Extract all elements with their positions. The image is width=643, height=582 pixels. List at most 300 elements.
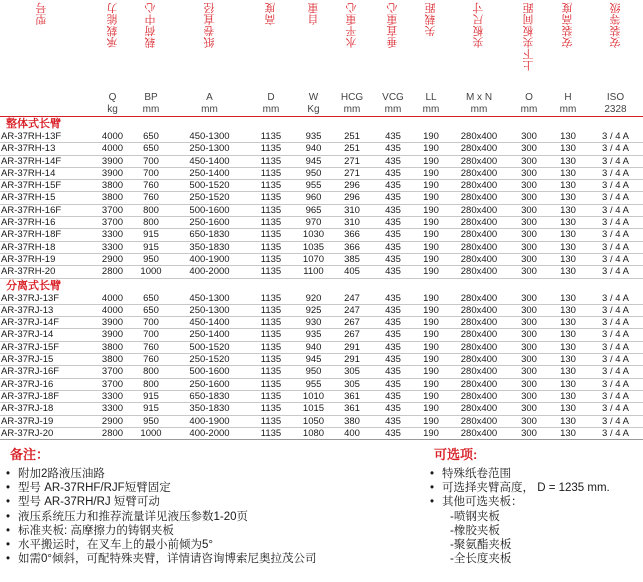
table-cell: 400-2000 [172,266,247,278]
table-cell: AR-37RH-18F [0,229,95,241]
table-cell: 3700 [95,204,130,216]
table-cell: 3 / 4 A [588,167,643,179]
column-symbol: BP [144,92,158,103]
table-cell: 450-1300 [172,131,247,143]
column-header-label: 载荷中心 [145,2,157,48]
column-header [95,0,130,86]
table-cell: 280x400 [448,390,510,402]
table-cell: 3900 [95,155,130,167]
table-cell: 435 [372,229,414,241]
table-row [0,229,643,241]
table-cell: 500-1600 [172,204,247,216]
table-cell: 190 [414,143,448,155]
options-list [428,467,640,566]
table-row [0,155,643,167]
note-item: • 水平搬运时，在叉车上的最小前倾为5° [4,538,424,552]
table-cell: 190 [414,341,448,353]
table-cell: 1135 [247,317,295,329]
column-symbol: A [206,92,213,103]
column-unit: 2328 [588,103,643,117]
table-cell: 700 [130,317,172,329]
table-row [0,341,643,353]
table-cell: 130 [548,229,588,241]
table-cell: 650-1830 [172,390,247,402]
table-cell: 280x400 [448,366,510,378]
column-header [414,0,448,86]
table-cell: 800 [130,366,172,378]
table-cell: 300 [510,415,548,427]
table-cell: 700 [130,329,172,341]
table-cell: 4000 [95,143,130,155]
table-cell: 250-1400 [172,167,247,179]
column-symbol: H [564,92,572,103]
table-row [0,204,643,216]
table-cell: 3800 [95,354,130,366]
table-cell: AR-37RJ-18F [0,390,95,402]
column-header-label: 上下夹板间距 [523,2,535,71]
table-cell: 3900 [95,167,130,179]
table-cell: AR-37RJ-16 [0,378,95,390]
table-cell: 760 [130,354,172,366]
table-cell: 130 [548,329,588,341]
table-cell: 190 [414,293,448,305]
table-cell: AR-37RJ-15F [0,341,95,353]
table-cell: 130 [548,241,588,253]
table-cell: 300 [510,427,548,439]
table-cell: 760 [130,341,172,353]
table-cell: 300 [510,155,548,167]
table-cell: 296 [332,192,372,204]
table-cell: 435 [372,354,414,366]
table-cell: 190 [414,354,448,366]
table-cell: 435 [372,378,414,390]
table-cell: 3 / 4 A [588,180,643,192]
table-cell: 935 [295,329,332,341]
table-cell: 700 [130,167,172,179]
option-sub-item: -橡胶夹板 [450,524,500,537]
table-cell: 920 [295,293,332,305]
table-cell: 1135 [247,217,295,229]
table-row [0,253,643,265]
table-cell: 247 [332,304,372,316]
table-cell: AR-37RH-14 [0,167,95,179]
table-cell: 3 / 4 A [588,192,643,204]
table-cell: 650 [130,143,172,155]
table-cell: 435 [372,167,414,179]
table-cell: 435 [372,131,414,143]
column-header-label: 承载能力 [106,2,119,48]
table-cell: 650 [130,131,172,143]
table-cell: 291 [332,341,372,353]
column-header-label: 纸卷直径 [203,2,216,48]
table-cell: 650 [130,304,172,316]
table-cell: 3800 [95,192,130,204]
table-cell: 915 [130,403,172,415]
table-cell: 130 [548,217,588,229]
table-cell: 361 [332,390,372,402]
table-cell: 250-1600 [172,217,247,229]
table-cell: 400-1900 [172,253,247,265]
column-header [448,0,510,86]
table-cell: 280x400 [448,378,510,390]
column-unit: Kg [295,103,332,117]
table-cell: 190 [414,317,448,329]
table-cell: 300 [510,341,548,353]
column-header-label: 夹板尺寸 [473,2,485,48]
table-row [0,266,643,278]
table-cell: 130 [548,341,588,353]
option-sub-item: -喷钢夹板 [450,510,500,523]
table-cell: 435 [372,403,414,415]
table-cell: 366 [332,241,372,253]
table-cell: 3 / 4 A [588,341,643,353]
table-cell: 1030 [295,229,332,241]
table-cell: 3700 [95,366,130,378]
table-cell: 280x400 [448,241,510,253]
column-unit: mm [172,103,247,117]
note-item: • 标准夹板: 高摩擦力的铸钢夹板 [4,524,424,538]
table-cell: 435 [372,304,414,316]
table-cell: 310 [332,204,372,216]
table-cell: 300 [510,304,548,316]
table-cell: 190 [414,253,448,265]
table-cell: 3 / 4 A [588,229,643,241]
table-cell: 3300 [95,390,130,402]
table-cell: 435 [372,341,414,353]
section-header [0,278,643,293]
table-cell: 190 [414,427,448,439]
table-cell: 190 [414,131,448,143]
table-cell: 925 [295,304,332,316]
option-sub-item: -全长度夹板 [450,553,512,566]
column-unit: mm [372,103,414,117]
column-unit: mm [247,103,295,117]
table-cell: 3 / 4 A [588,293,643,305]
table-row [0,354,643,366]
table-cell: 400 [332,427,372,439]
table-cell: 700 [130,155,172,167]
table-cell: AR-37RH-20 [0,266,95,278]
table-cell: 280x400 [448,131,510,143]
note-item: • 附加2路液压油路 [4,467,424,481]
column-symbol: ISO [606,92,625,103]
table-cell: 965 [295,204,332,216]
table-cell: 450-1400 [172,317,247,329]
table-cell: 435 [372,180,414,192]
table-cell: 251 [332,143,372,155]
table-cell: 130 [548,354,588,366]
table-cell: 130 [548,390,588,402]
table-cell: AR-37RJ-14 [0,329,95,341]
table-cell: 800 [130,378,172,390]
table-cell: 130 [548,378,588,390]
table-cell: 280x400 [448,304,510,316]
header-row [0,0,643,86]
note-item: • 型号 AR-37RH/RJ 短臂可动 [4,495,424,509]
table-cell: 1135 [247,229,295,241]
table-cell: 3 / 4 A [588,266,643,278]
table-row [0,415,643,427]
table-cell: 3 / 4 A [588,354,643,366]
column-unit: mm [510,103,548,117]
options-block [428,444,640,566]
symbol-row [0,86,643,103]
column-header [130,0,172,86]
column-unit [0,103,95,117]
table-cell: 296 [332,180,372,192]
table-cell: 280x400 [448,427,510,439]
table-cell: 280x400 [448,217,510,229]
table-cell: 130 [548,293,588,305]
table-cell: 1135 [247,266,295,278]
table-cell: 760 [130,180,172,192]
column-header-label: 型号 [36,2,48,25]
table-cell: 280x400 [448,204,510,216]
table-cell: 435 [372,155,414,167]
table-cell: 435 [372,204,414,216]
table-cell: 300 [510,167,548,179]
table-cell: 940 [295,143,332,155]
table-cell: 3 / 4 A [588,155,643,167]
table-cell: AR-37RJ-16F [0,366,95,378]
options-title: 可选项: [434,447,478,462]
table-cell: 190 [414,390,448,402]
column-unit: mm [130,103,172,117]
table-cell: 1050 [295,415,332,427]
table-cell: 2900 [95,253,130,265]
table-cell: 305 [332,366,372,378]
table-cell: 950 [295,167,332,179]
table-cell: AR-37RH-13 [0,143,95,155]
table-cell: 3 / 4 A [588,131,643,143]
unit-row [0,103,643,117]
table-cell: 400-2000 [172,427,247,439]
table-cell: 190 [414,229,448,241]
table-cell: 3 / 4 A [588,304,643,316]
column-header-label: 自重 [307,2,320,25]
table-cell: 130 [548,253,588,265]
table-cell: 1135 [247,378,295,390]
table-row [0,131,643,143]
table-cell: 1000 [130,266,172,278]
table-cell: 130 [548,427,588,439]
table-cell: 130 [548,167,588,179]
table-cell: 3900 [95,317,130,329]
table-cell: AR-37RJ-18 [0,403,95,415]
column-unit: mm [414,103,448,117]
table-cell: 366 [332,229,372,241]
table-cell: 130 [548,204,588,216]
table-row [0,329,643,341]
table-cell: AR-37RH-15 [0,192,95,204]
table-cell: 1135 [247,366,295,378]
table-cell: 3 / 4 A [588,253,643,265]
table-cell: 435 [372,192,414,204]
table-cell: 4000 [95,304,130,316]
table-cell: 3900 [95,329,130,341]
table-row [0,167,643,179]
column-header-label: 失载距 [425,2,437,37]
table-cell: 3700 [95,217,130,229]
table-cell: 950 [295,366,332,378]
table-cell: 130 [548,304,588,316]
table-cell: 450-1400 [172,155,247,167]
column-header [247,0,295,86]
table-cell: 3 / 4 A [588,204,643,216]
table-cell: 1080 [295,427,332,439]
table-cell: 280x400 [448,403,510,415]
column-unit: mm [548,103,588,117]
table-cell: 435 [372,415,414,427]
table-cell: 130 [548,415,588,427]
table-cell: 970 [295,217,332,229]
table-cell: 915 [130,390,172,402]
table-cell: 3800 [95,180,130,192]
table-cell: 1135 [247,192,295,204]
table-cell: 271 [332,155,372,167]
column-header [0,0,95,86]
table-cell: 960 [295,192,332,204]
column-header-label: 高度 [265,2,277,25]
section-title: 分离式长臂 [6,279,61,292]
table-cell: 500-1520 [172,341,247,353]
table-cell: 435 [372,241,414,253]
table-cell: 1135 [247,341,295,353]
table-cell: 1135 [247,155,295,167]
table-cell: 300 [510,253,548,265]
table-cell: 1135 [247,241,295,253]
column-symbol: VCG [382,92,404,103]
table-cell: 435 [372,366,414,378]
column-header [295,0,332,86]
table-cell: 190 [414,378,448,390]
column-header [172,0,247,86]
column-header [548,0,588,86]
table-cell: 1135 [247,293,295,305]
table-cell: 1035 [295,241,332,253]
table-cell: 280x400 [448,341,510,353]
table-cell: 1100 [295,266,332,278]
table-cell: 2800 [95,266,130,278]
table-cell: 300 [510,204,548,216]
table-row [0,241,643,253]
table-cell: 1010 [295,390,332,402]
table-cell: 1070 [295,253,332,265]
table-cell: 300 [510,180,548,192]
table-cell: 1135 [247,131,295,143]
option-item: • 特殊纸卷范围 [428,467,640,481]
table-cell: 247 [332,293,372,305]
table-cell: 310 [332,217,372,229]
table-cell: 945 [295,354,332,366]
table-row [0,378,643,390]
table-cell: 435 [372,329,414,341]
column-symbol: M x N [465,92,493,103]
table-cell: 3 / 4 A [588,415,643,427]
table-cell: 190 [414,304,448,316]
table-cell: 130 [548,155,588,167]
table-cell: 1135 [247,167,295,179]
section-header [0,117,643,132]
option-sub-item: -聚氨酯夹板 [450,539,512,552]
table-cell: 3 / 4 A [588,143,643,155]
table-cell: 1000 [130,427,172,439]
table-cell: 435 [372,293,414,305]
table-cell: 3800 [95,341,130,353]
table-cell: 280x400 [448,266,510,278]
table-cell: 3 / 4 A [588,329,643,341]
table-cell: 280x400 [448,329,510,341]
column-symbol [0,86,95,103]
table-cell: 400-1900 [172,415,247,427]
column-unit: mm [448,103,510,117]
table-cell: 435 [372,143,414,155]
table-cell: 305 [332,378,372,390]
table-cell: 300 [510,143,548,155]
table-cell: 3 / 4 A [588,241,643,253]
table-cell: 435 [372,317,414,329]
table-cell: 915 [130,241,172,253]
table-cell: 250-1300 [172,143,247,155]
table-cell: 190 [414,180,448,192]
table-cell: 1015 [295,403,332,415]
table-row [0,427,643,439]
column-symbol: O [525,92,533,103]
table-cell: 130 [548,403,588,415]
table-cell: 280x400 [448,415,510,427]
table-cell: AR-37RH-16F [0,204,95,216]
table-cell: AR-37RH-14F [0,155,95,167]
table-cell: 361 [332,403,372,415]
table-cell: 190 [414,204,448,216]
table-cell: 3 / 4 A [588,427,643,439]
table-cell: 1135 [247,253,295,265]
table-cell: 300 [510,217,548,229]
table-cell: 300 [510,192,548,204]
table-cell: 300 [510,229,548,241]
table-cell: 300 [510,293,548,305]
table-row [0,366,643,378]
table-cell: AR-37RJ-14F [0,317,95,329]
table-cell: 955 [295,180,332,192]
table-cell: 3 / 4 A [588,217,643,229]
table-cell: 190 [414,167,448,179]
table-cell: 267 [332,317,372,329]
table-cell: 130 [548,366,588,378]
table-cell: 930 [295,317,332,329]
table-cell: 4000 [95,131,130,143]
table-cell: 500-1600 [172,366,247,378]
table-cell: 300 [510,403,548,415]
table-cell: 190 [414,329,448,341]
table-cell: 1135 [247,415,295,427]
table-cell: 800 [130,204,172,216]
table-cell: 950 [130,253,172,265]
table-cell: 435 [372,253,414,265]
table-cell: 800 [130,217,172,229]
table-cell: 190 [414,192,448,204]
table-cell: 3 / 4 A [588,366,643,378]
table-cell: 300 [510,390,548,402]
table-cell: 280x400 [448,155,510,167]
table-cell: AR-37RJ-19 [0,415,95,427]
note-item: • 如需0°倾斜，可配特殊夹臂，详情请咨询博索尼奥拉茂公司 [4,552,424,566]
table-cell: 915 [130,229,172,241]
table-cell: 3 / 4 A [588,317,643,329]
notes-block [4,444,424,566]
table-cell: 190 [414,241,448,253]
table-cell: AR-37RJ-20 [0,427,95,439]
